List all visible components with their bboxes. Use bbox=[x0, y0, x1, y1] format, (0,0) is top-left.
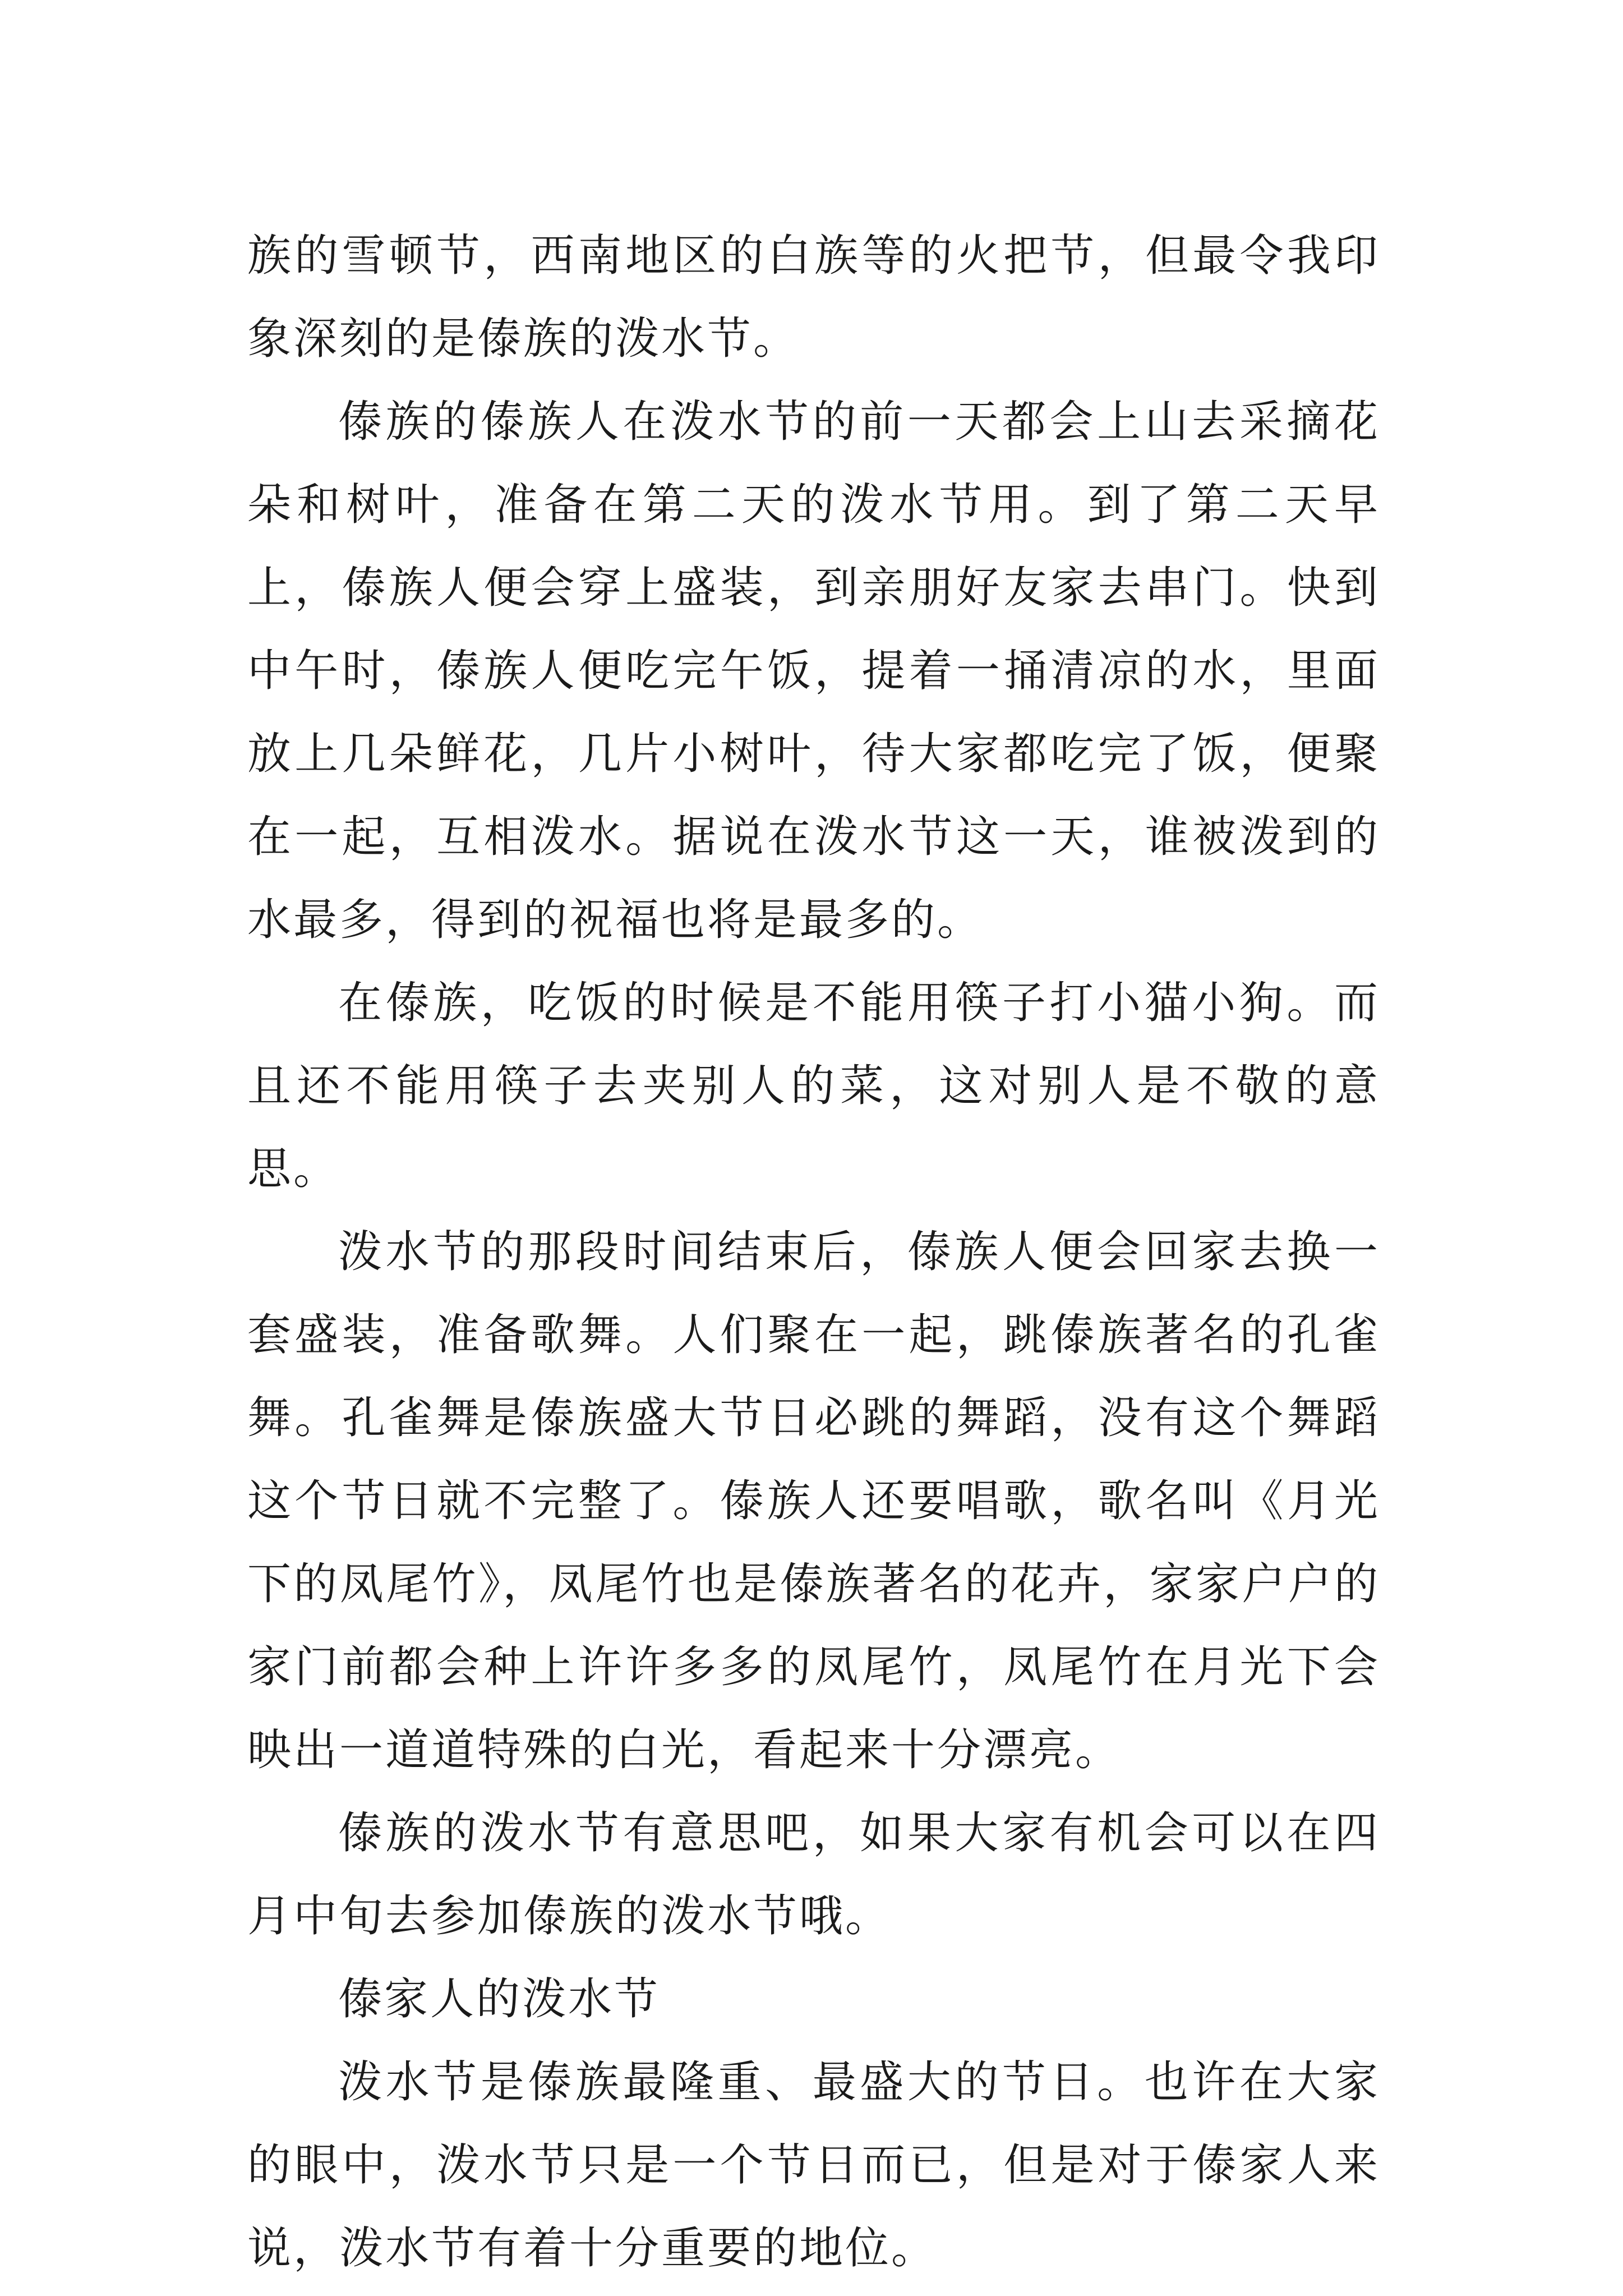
body-text bbox=[247, 214, 1380, 2290]
paragraph-dining-custom: 在傣族，吃饭的时候是不能用筷子打小猫小狗。而且还不能用筷子去夹别人的菜，这对别人是不敬的意思。 bbox=[247, 978, 1380, 1194]
paragraph-invitation: 傣族的泼水节有意思吧，如果大家有机会可以在四月中旬去参加傣族的泼水节哦。 bbox=[247, 1808, 1380, 1941]
section-heading: 傣家人的泼水节 bbox=[338, 1974, 661, 2024]
paragraph-importance: 泼水节是傣族最隆重、最盛大的节日。也许在大家的眼中，泼水节只是一个节日而已，但是对于傣家人来说，泼水节有着十分重要的地位。 bbox=[247, 2057, 1380, 2274]
paragraph-continuation: 族的雪顿节，西南地区的白族等的火把节，但最令我印象深刻的是傣族的泼水节。 bbox=[247, 231, 1380, 364]
paragraph-peacock-dance: 泼水节的那段时间结束后，傣族人便会回家去换一套盛装，准备歌舞。人们聚在一起，跳傣族著名的孔雀舞。孔雀舞是傣族盛大节日必跳的舞蹈，没有这个舞蹈这个节日就不完整了。傣族人还要唱歌，歌名叫《月光下的凤尾竹》，凤尾竹也是傣族著名的花卉，家家户户的家门前都会种上许许多多的凤尾竹，凤尾竹在月光下会映出一道道特殊的白光，看起来十分漂亮。 bbox=[247, 1227, 1380, 1775]
paragraph-festival-preparation: 傣族的傣族人在泼水节的前一天都会上山去采摘花朵和树叶，准备在第二天的泼水节用。到了第二天早上，傣族人便会穿上盛装，到亲朋好友家去串门。快到中午时，傣族人便吃完午饭，提着一捅清凉的水，里面放上几朵鲜花，几片小树叶，待大家都吃完了饭，便聚在一起，互相泼水。据说在泼水节这一天，谁被泼到的水最多，得到的祝福也将是最多的。 bbox=[247, 397, 1380, 945]
